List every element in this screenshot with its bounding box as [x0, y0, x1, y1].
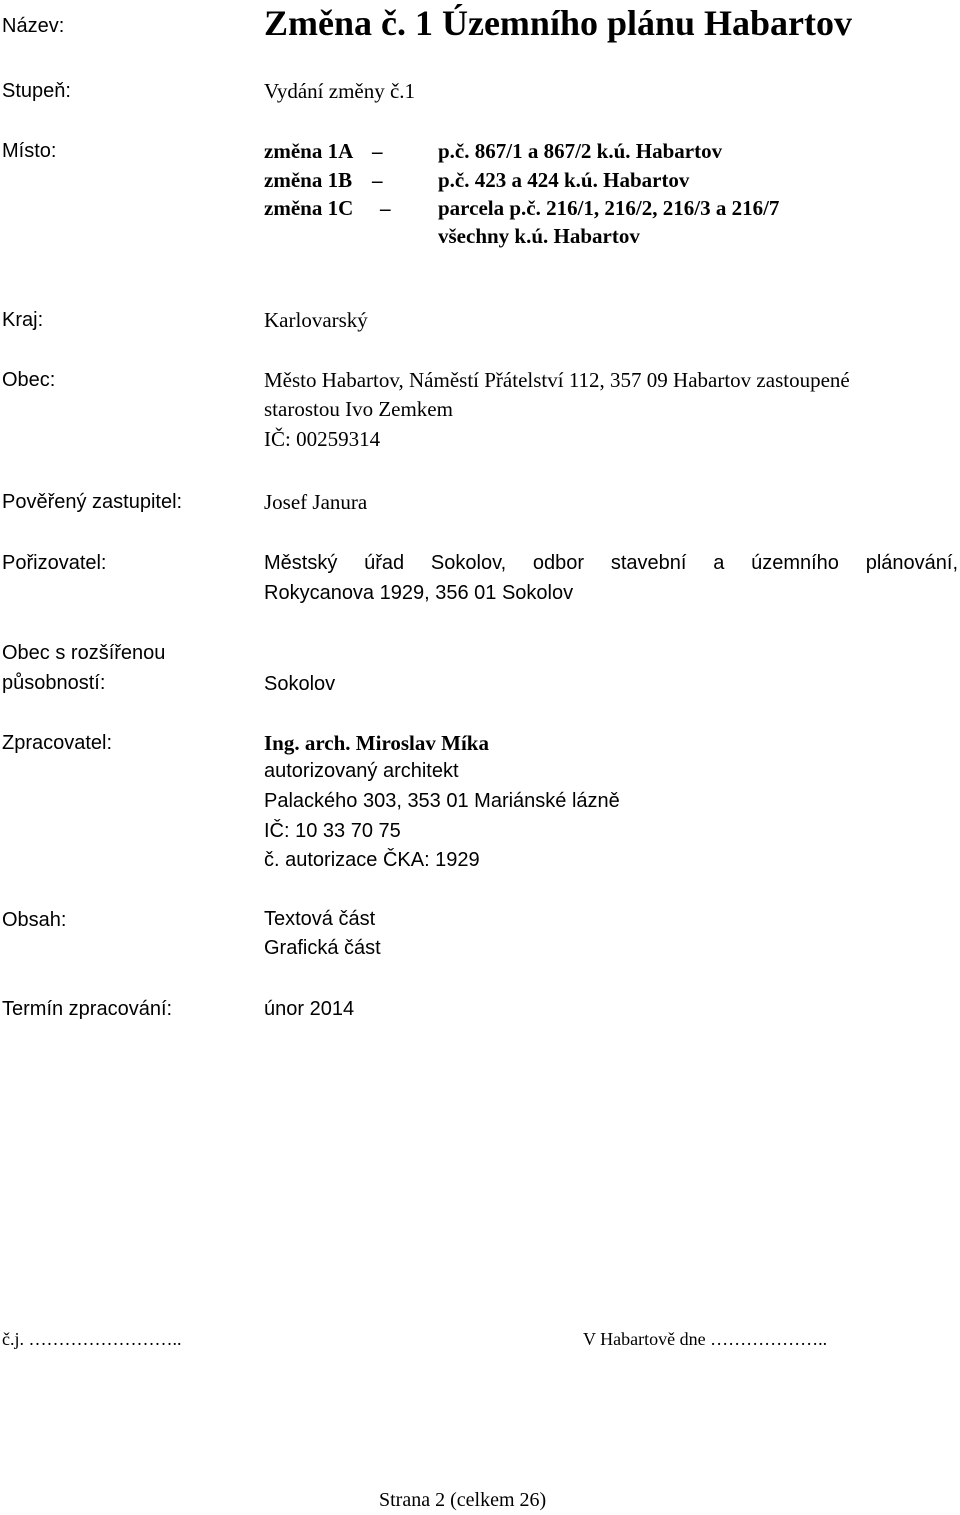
region-label: Kraj:	[2, 309, 44, 331]
reference-number: č.j. ……………………..	[2, 1329, 182, 1349]
name-label: Název:	[2, 15, 65, 37]
page-number: Strana 2 (celkem 26)	[379, 1489, 547, 1511]
extended-value: Sokolov	[264, 673, 336, 695]
content-line-1: Textová část	[264, 908, 376, 930]
change-1c-dash: –	[380, 196, 391, 220]
change-1c-desc: parcela p.č. 216/1, 216/2, 216/3 a 216/7	[438, 196, 780, 220]
change-1b-name: změna 1B	[264, 168, 353, 192]
changes-extra: všechny k.ú. Habartov	[438, 224, 640, 248]
procurer-label: Pořizovatel:	[2, 552, 107, 574]
municipality-line-3: IČ: 00259314	[264, 427, 381, 451]
change-1c-name: změna 1C	[264, 196, 354, 220]
processor-line-3: IČ: 10 33 70 75	[264, 820, 401, 842]
municipality-label: Obec:	[2, 369, 56, 391]
change-1a-desc: p.č. 867/1 a 867/2 k.ú. Habartov	[438, 139, 723, 163]
date-line: V Habartově dne ………………..	[583, 1329, 828, 1349]
change-1b-desc: p.č. 423 a 424 k.ú. Habartov	[438, 168, 690, 192]
deadline-value: únor 2014	[264, 998, 355, 1020]
processor-line-4: č. autorizace ČKA: 1929	[264, 849, 480, 871]
content-line-2: Grafická část	[264, 937, 381, 959]
change-1a-dash: –	[372, 139, 383, 163]
change-1b-dash: –	[372, 168, 383, 192]
representative-label: Pověřený zastupitel:	[2, 491, 183, 513]
extended-label-line-2: působností:	[2, 672, 106, 694]
place-label: Místo:	[2, 140, 57, 162]
document-title: Změna č. 1 Územního plánu Habartov	[264, 3, 853, 43]
change-1a-name: změna 1A	[264, 139, 354, 163]
region-value: Karlovarský	[264, 308, 368, 332]
processor-label: Zpracovatel:	[2, 732, 113, 754]
municipality-line-2: starostou Ivo Zemkem	[264, 397, 453, 421]
representative-value: Josef Janura	[264, 490, 368, 514]
procurer-line-1: Městský úřad Sokolov, odbor stavební a územního plánování,	[264, 552, 958, 574]
content-label: Obsah:	[2, 909, 67, 931]
stage-label: Stupeň:	[2, 80, 71, 102]
procurer-line-2: Rokycanova 1929, 356 01 Sokolov	[264, 582, 574, 604]
deadline-label: Termín zpracování:	[2, 998, 173, 1020]
processor-name: Ing. arch. Miroslav Míka	[264, 731, 489, 755]
processor-line-2: Palackého 303, 353 01 Mariánské lázně	[264, 790, 620, 812]
municipality-line-1: Město Habartov, Náměstí Přátelství 112, 357 09 Habartov zastoupené	[264, 368, 850, 392]
extended-label-line-1: Obec s rozšířenou	[2, 642, 166, 664]
processor-line-1: autorizovaný architekt	[264, 760, 459, 782]
stage-value: Vydání změny č.1	[264, 79, 416, 103]
